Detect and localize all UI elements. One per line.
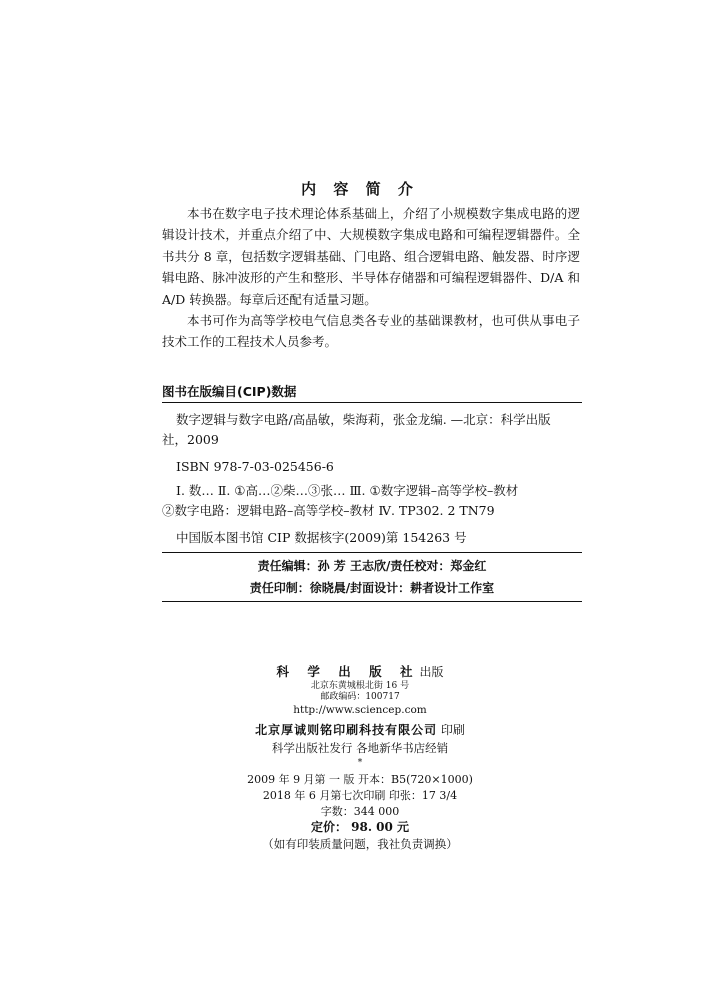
publisher-url: http://www.sciencep.com	[293, 704, 427, 716]
printer-line	[0, 721, 720, 738]
publisher-line	[0, 662, 720, 680]
cip-main-entry-line-2: 社，2009	[162, 432, 219, 447]
publisher-postcode: 邮政编码：100717	[320, 692, 400, 702]
staff-rule	[162, 601, 582, 602]
quality-notice: （如有印装质量问题，我社负责调换）	[262, 837, 458, 851]
cip-classification-line-1: Ⅰ. 数… Ⅱ. ①高…②柴…③张… Ⅲ. ①数字逻辑–高等学校–教材	[176, 483, 519, 498]
distribution-line: 科学出版社发行 各地新华书店经销	[271, 741, 449, 755]
cip-classification-line-2: ②数字电路：逻辑电路–高等学校–教材 Ⅳ. TP302. 2 TN79	[162, 503, 495, 518]
cip-isbn: ISBN 978-7-03-025456-6	[176, 459, 334, 474]
publisher-name: 科 学 出 版 社	[276, 664, 420, 679]
printing-line: 2018 年 6 月第七次印刷 印张：17 3/4	[262, 789, 458, 802]
edition-line: 2009 年 9 月第 一 版 开本：B5(720×1000)	[247, 773, 473, 786]
staff-printing-line: 责任印制：徐晓晨/封面设计：耕者设计工作室	[249, 581, 495, 595]
summary-title: 内 容 简 介	[301, 180, 419, 198]
cip-top-rule	[162, 402, 582, 403]
summary-paragraph-1: 本书在数字电子技术理论体系基础上，介绍了小规模数字集成电路的逻辑设计技术，并重点介绍了中、大规模数字集成电路和可编程逻辑器件。全书共分 8 章，包括数字逻辑基础、门电路、组合逻辑电路、触发器、时序逻辑电路、脉冲波形的产生和整形、半导体存储器和可编程逻辑器件、D/A 和 A/D 转换器。每章后还配有适量习题。	[162, 206, 580, 307]
cip-heading: 图书在版编目(CIP)数据	[162, 384, 297, 399]
word-count: 字数：344 000	[320, 805, 400, 818]
cip-main-entry-line-1: 数字逻辑与数字电路/高晶敏，柴海莉，张金龙编. —北京：科学出版	[176, 412, 551, 427]
publisher-suffix: 出版	[419, 665, 444, 679]
cip-core-number: 中国版本图书馆 CIP 数据核字(2009)第 154263 号	[176, 530, 467, 545]
separator-star: *	[357, 758, 363, 768]
printer-suffix: 印刷	[440, 723, 465, 737]
printer-name: 北京厚诚则铭印刷科技有限公司	[255, 723, 438, 737]
publisher-address: 北京东黄城根北街 16 号	[310, 681, 410, 691]
summary-paragraph-2: 本书可作为高等学校电气信息类各专业的基础课教材，也可供从事电子技术工作的工程技术人员参考。	[162, 313, 580, 350]
staff-editors-line: 责任编辑：孙 芳 王志欣/责任校对：郑金红	[257, 559, 487, 573]
price: 定价： 98. 00 元	[310, 820, 410, 834]
cip-bottom-rule	[162, 552, 582, 553]
